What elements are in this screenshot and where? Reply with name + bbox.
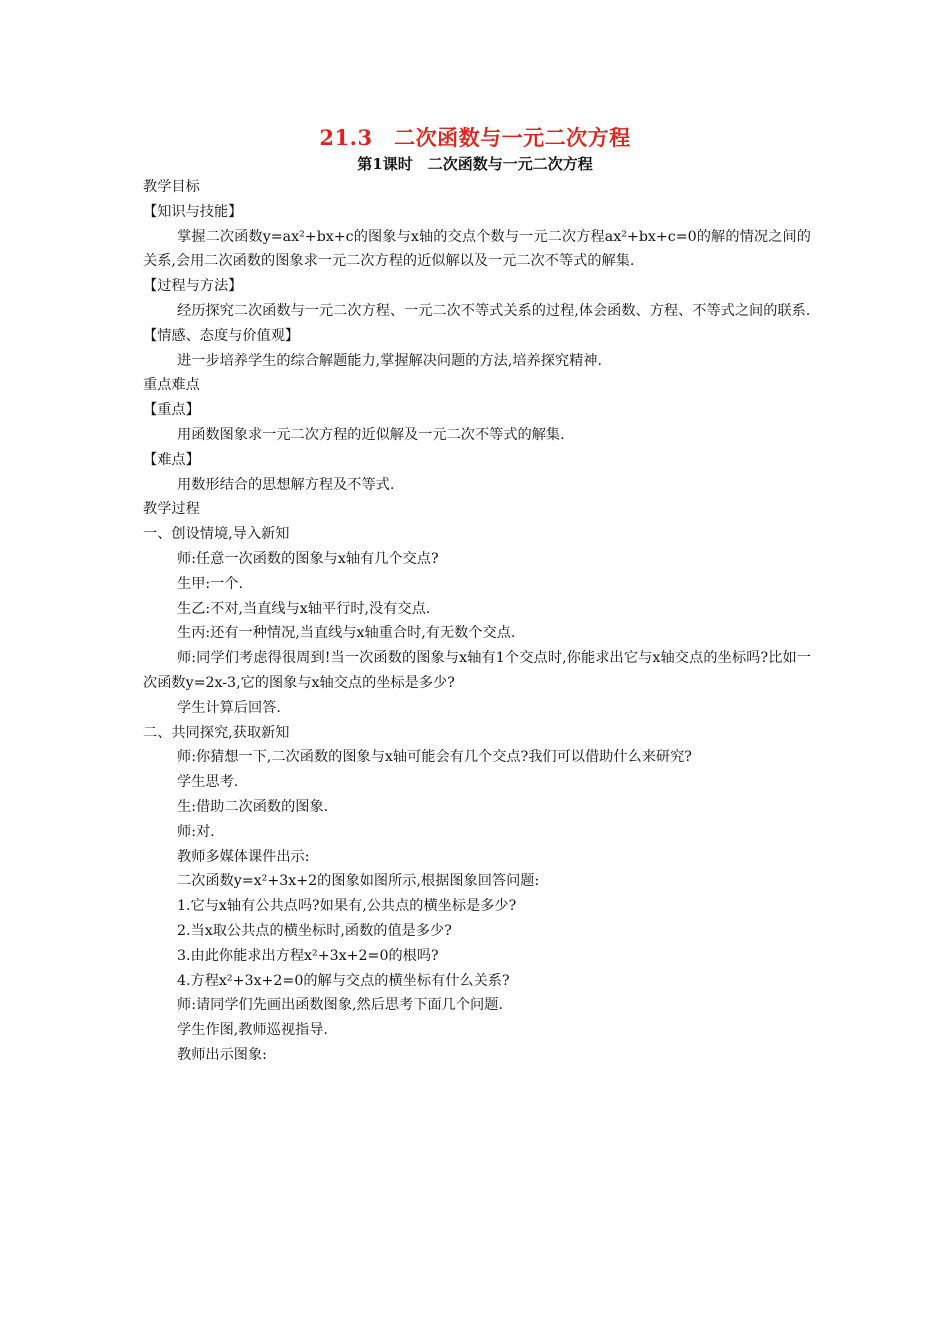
paragraph-key-point: 用函数图象求一元二次方程的近似解及一元二次不等式的解集. — [177, 426, 565, 443]
dialogue-line: 生:借助二次函数的图象. — [177, 798, 329, 815]
step-heading-2: 二、共同探究,获取新知 — [143, 724, 290, 741]
section-heading-teaching-goals: 教学目标 — [143, 179, 200, 195]
section-heading-key-difficult: 重点难点 — [143, 377, 200, 394]
question-item: 4.方程x²+3x+2=0的解与交点的横坐标有什么关系? — [177, 972, 510, 989]
question-item: 3.由此你能求出方程x²+3x+2=0的根吗? — [177, 947, 439, 964]
question-item: 2.当x取公共点的横坐标时,函数的值是多少? — [177, 922, 452, 939]
document-body — [143, 175, 811, 1068]
dialogue-line: 师:你猜想一下,二次函数的图象与x轴可能会有几个交点?我们可以借助什么来研究? — [177, 749, 692, 766]
dialogue-line: 学生计算后回答. — [177, 699, 281, 716]
question-item: 1.它与x轴有公共点吗?如果有,公共点的横坐标是多少? — [177, 898, 517, 915]
subheading-knowledge-skills: 【知识与技能】 — [143, 203, 243, 220]
subheading-key-point: 【重点】 — [143, 402, 200, 419]
dialogue-line: 师:任意一次函数的图象与x轴有几个交点? — [177, 550, 439, 567]
dialogue-line: 师:请同学们先画出函数图象,然后思考下面几个问题. — [177, 997, 503, 1014]
page-title: 21.3 二次函数与一元二次方程 — [319, 125, 631, 150]
paragraph-difficulty: 用数形结合的思想解方程及不等式. — [177, 476, 395, 493]
subheading-process-method: 【过程与方法】 — [143, 278, 243, 295]
dialogue-line: 教师多媒体课件出示: — [177, 848, 310, 865]
problem-statement: 二次函数y=x²+3x+2的图象如图所示,根据图象回答问题: — [177, 873, 540, 890]
step-heading-1: 一、创设情境,导入新知 — [143, 526, 290, 543]
page-subtitle: 第1课时 二次函数与一元二次方程 — [357, 155, 593, 173]
dialogue-line: 生甲:一个. — [177, 575, 244, 592]
section-heading-teaching-process: 教学过程 — [143, 501, 200, 518]
paragraph-knowledge-skills: 掌握二次函数y=ax²+bx+c的图象与x轴的交点个数与一元二次方程ax²+bx+c=0的解的情况之间的关系,会用二次函数的图象求一元二次方程的近似解以及一元二次不等式的解集. — [143, 228, 811, 270]
dialogue-line: 生丙:还有一种情况,当直线与x轴重合时,有无数个交点. — [177, 625, 516, 642]
paragraph-process-method: 经历探究二次函数与一元二次方程、一元二次不等式关系的过程,体会函数、方程、不等式之间的联系. — [177, 302, 811, 319]
dialogue-line: 学生作图,教师巡视指导. — [177, 1022, 328, 1039]
subheading-emotion-values: 【情感、态度与价值观】 — [143, 327, 300, 344]
dialogue-line: 学生思考. — [177, 774, 239, 791]
dialogue-paragraph: 师:同学们考虑得很周到!当一次函数的图象与x轴有1个交点时,你能求出它与x轴交点的坐标吗?比如一次函数y=2x-3,它的图象与x轴交点的坐标是多少? — [143, 650, 811, 691]
paragraph-emotion-values: 进一步培养学生的综合解题能力,掌握解决问题的方法,培养探究精神. — [177, 352, 602, 369]
dialogue-line: 师:对. — [177, 823, 215, 840]
subheading-difficulty: 【难点】 — [143, 451, 200, 468]
dialogue-line: 教师出示图象: — [177, 1046, 267, 1063]
dialogue-line: 生乙:不对,当直线与x轴平行时,没有交点. — [177, 600, 431, 617]
